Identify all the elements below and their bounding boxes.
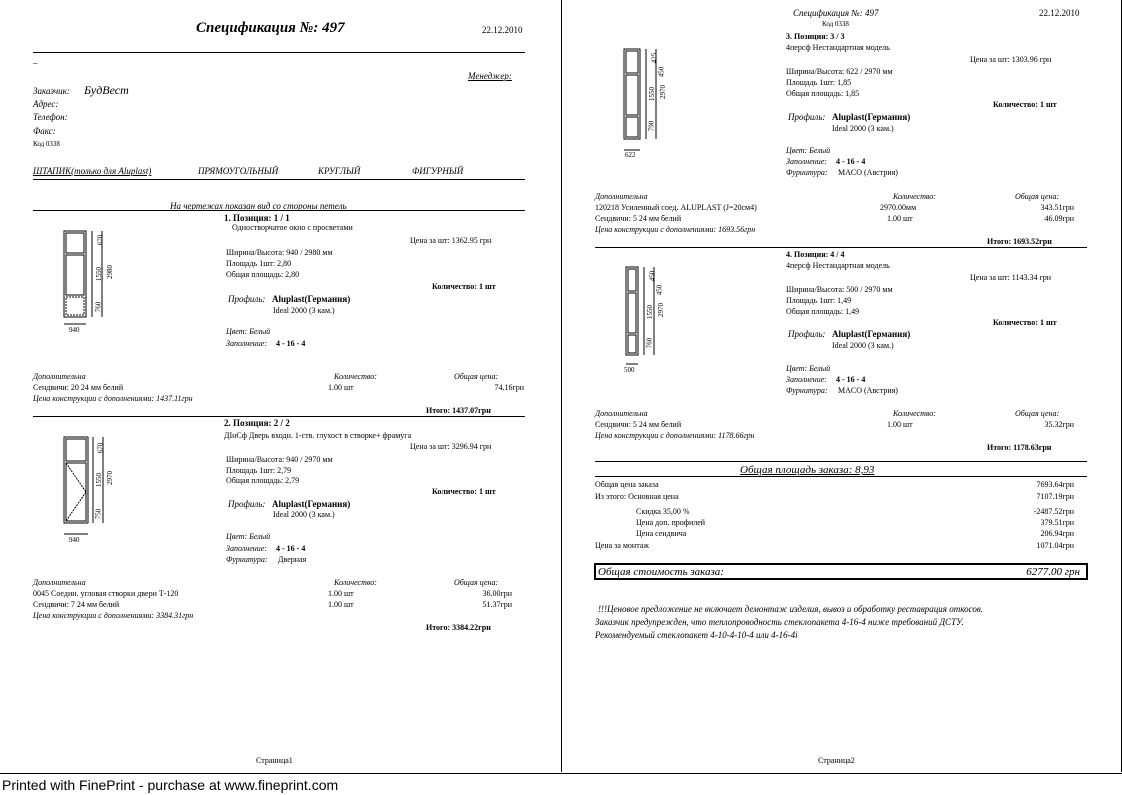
door-drawing — [60, 434, 120, 544]
furniture-label: Фурнитура: — [786, 386, 828, 395]
extra-name: Сендвичи: 7 24 мм белий — [33, 600, 120, 609]
area-total: Общая площадь: 2,79 — [226, 476, 300, 485]
quantity: Количество: 1 шт — [993, 100, 1057, 109]
window-drawing — [618, 264, 678, 376]
divider — [595, 247, 1087, 248]
furniture-label: Фурнитура: — [786, 168, 828, 177]
price-per-unit: Цена за шт: 1143.34 грн — [970, 273, 1052, 282]
profile-label: Профиль: — [228, 499, 266, 509]
quantity: Количество: 1 шт — [993, 318, 1057, 327]
extras-qty-header: Количество: — [893, 192, 936, 201]
position-header: 2. Позиция: 2 / 2 — [224, 418, 290, 428]
extras-qty-header: Количество: — [893, 409, 936, 418]
fill-label: Заполнение: — [226, 544, 267, 553]
page-number: Страница1 — [256, 756, 293, 765]
spec-date: 22.12.2010 — [1039, 8, 1080, 18]
divider — [595, 461, 1087, 462]
furniture-value: Дверная — [278, 555, 307, 564]
extra-price: 46.09грн — [1044, 214, 1074, 223]
dim-label: 940 — [69, 326, 80, 334]
summary-value: -2487.52грн — [1033, 507, 1074, 516]
summary-label: Цена сендвича — [636, 529, 687, 538]
furniture-value: MACO (Австрия) — [838, 386, 898, 395]
area-total: Общая площадь: 1,49 — [786, 307, 860, 316]
summary-value: 379.51грн — [1040, 518, 1074, 527]
dash: – — [33, 58, 38, 68]
construction-cost: Цена конструкции с дополнениями: 1437.11грн — [33, 394, 193, 403]
drawing-note: На чертежах показан вид со стороны петель — [170, 201, 347, 211]
quantity: Количество: 1 шт — [432, 282, 496, 291]
code: Код 0338 — [822, 20, 849, 28]
extras-total-header: Общая цена: — [454, 578, 499, 587]
extras-total-header: Общая цена: — [454, 372, 499, 381]
grand-total-label: Общая стоимость заказа: — [598, 566, 724, 578]
area-one: Площадь 1шт: 1,85 — [786, 78, 852, 87]
furniture-label: Фурнитура: — [226, 555, 268, 564]
area-one: Площадь 1шт: 2,79 — [226, 466, 292, 475]
size: Ширина/Высота: 940 / 2980 мм — [226, 248, 333, 257]
spec-title: Спецификация №: 497 — [196, 20, 345, 36]
summary-label: Цена за монтаж — [595, 541, 649, 550]
extra-name: Сендвичи: 5 24 мм белий — [595, 420, 682, 429]
summary-value: 7107.19грн — [1036, 492, 1074, 501]
fill-label: Заполнение: — [786, 157, 827, 166]
extra-price: 343.51грн — [1040, 203, 1074, 212]
dim-label: 940 — [69, 536, 80, 544]
price-per-unit: Цена за шт: 1362.95 грн — [410, 236, 492, 245]
price-per-unit: Цена за шт: 1303.96 грн — [970, 55, 1052, 64]
color: Цвет: Белый — [786, 364, 831, 373]
extra-name: Сендвичи: 20 24 мм белий — [33, 383, 124, 392]
option-figured: ФИГУРНЫЙ — [412, 166, 464, 176]
extra-qty: 1.00 шт — [887, 420, 913, 429]
grand-total-box — [594, 563, 1088, 580]
quantity: Количество: 1 шт — [432, 487, 496, 496]
summary-value: 7693.64грн — [1036, 480, 1074, 489]
fax-label: Факс: — [33, 126, 56, 136]
option-rect: ПРЯМОУГОЛЬНЫЙ — [198, 166, 279, 176]
position-header: 3. Позиция: 3 / 3 — [786, 32, 845, 41]
position-total: Итого: 1437.07грн — [426, 406, 491, 415]
summary-label: Из этого: Основная цена — [595, 492, 679, 501]
color: Цвет: Белый — [786, 146, 831, 155]
note: Заказчик предупрежден, что теплопроводность стеклопакета 4-16-4 ниже требований ДСТУ. — [595, 617, 964, 627]
extra-qty: 1.00 шт — [328, 589, 354, 598]
dim-label: 2970 — [106, 471, 114, 485]
fill-value: 4 - 16 - 4 — [276, 339, 306, 348]
color: Цвет: Белый — [226, 532, 271, 541]
dim-label: 2970 — [657, 303, 665, 317]
dim-label: 670 — [96, 442, 105, 454]
customer-value: БудВест — [84, 83, 129, 97]
dim-label: 1550 — [646, 305, 654, 319]
print-footer — [0, 773, 1122, 795]
extras-header: Дополнительна — [595, 409, 648, 418]
extra-price: 74.16грн — [494, 383, 524, 392]
dim-label: 450 — [655, 284, 664, 296]
fill-value: 4 - 16 - 4 — [836, 375, 866, 384]
profile-value: Aluplast(Германия) — [272, 499, 351, 509]
spec-date: 22.12.2010 — [482, 25, 523, 35]
area-total: Общая площадь: 1,85 — [786, 89, 860, 98]
summary-value: 1071.04грн — [1036, 541, 1074, 550]
note: Рекомендуемый стеклопакет 4-10-4-10-4 или 4-16-4i — [595, 630, 798, 640]
position-desc: 4персф Нестандартная модель — [786, 261, 890, 270]
profile-sub: Ideal 2000 (3 кам.) — [832, 341, 894, 350]
divider — [33, 210, 525, 211]
divider — [33, 52, 525, 53]
address-label: Адрес: — [33, 99, 59, 109]
construction-cost: Цена конструкции с дополнениями: 1693.56грн — [595, 225, 756, 234]
extra-qty: 1.00 шт — [328, 383, 354, 392]
extra-price: 36.00грн — [482, 589, 512, 598]
dim-label: 760 — [94, 301, 103, 313]
furniture-value: MACO (Австрия) — [838, 168, 898, 177]
page-2 — [562, 0, 1122, 772]
dim-label: 750 — [94, 508, 103, 520]
position-total: Итого: 1178.63грн — [987, 443, 1052, 452]
dim-label: 1550 — [648, 87, 656, 101]
window-drawing — [618, 46, 678, 158]
divider — [33, 416, 525, 417]
manager-label: Менеджер: — [468, 71, 512, 81]
grand-total-value: 6277.00 грн — [1026, 566, 1080, 578]
position-total: Итого: 3384.22грн — [426, 623, 491, 632]
dim-label: 1550 — [95, 267, 103, 281]
extra-name: 0045 Соедин. угловая створки двери Т-120 — [33, 589, 179, 598]
dim-label: 1550 — [95, 473, 103, 487]
code: Код 0338 — [33, 140, 60, 148]
area-total: Общая площадь: 2,80 — [226, 270, 300, 279]
size: Ширина/Высота: 622 / 2970 мм — [786, 67, 893, 76]
note: !!!Ценовое предложение не включает демонтаж изделия, вывоз и обработку реставрация откосов. — [598, 604, 984, 614]
extras-total-header: Общая цена: — [1015, 192, 1060, 201]
dim-label: 760 — [645, 337, 654, 349]
profile-sub: Ideal 2000 (3 кам.) — [273, 510, 335, 519]
option-shtapik: ШТАПИК(только для Aluplast) — [33, 166, 152, 176]
profile-value: Aluplast(Германия) — [272, 294, 351, 304]
area-one: Площадь 1шт: 2,80 — [226, 259, 292, 268]
extra-price: 35.32грн — [1044, 420, 1074, 429]
profile-value: Aluplast(Германия) — [832, 112, 911, 122]
fill-value: 4 - 16 - 4 — [836, 157, 866, 166]
extra-name: Сендвичи: 5 24 мм белий — [595, 214, 682, 223]
extra-qty: 1.00 шт — [328, 600, 354, 609]
fill-value: 4 - 16 - 4 — [276, 544, 306, 553]
page-1 — [0, 0, 562, 772]
profile-sub: Ideal 2000 (3 кам.) — [832, 124, 894, 133]
dim-label: 622 — [625, 151, 636, 159]
print-footer-text: Printed with FinePrint - purchase at www.fineprint.com — [2, 777, 339, 793]
spec-title: Спецификация №: 497 — [793, 8, 879, 18]
summary-label: Общая цена заказа — [595, 480, 659, 489]
profile-label: Профиль: — [788, 329, 826, 339]
profile-sub: Ideal 2000 (3 кам.) — [273, 306, 335, 315]
option-round: КРУГЛЫЙ — [318, 166, 361, 176]
divider — [33, 179, 525, 180]
color: Цвет: Белый — [226, 327, 271, 336]
position-header: 4. Позиция: 4 / 4 — [786, 250, 845, 259]
size: Ширина/Высота: 500 / 2970 мм — [786, 285, 893, 294]
extra-price: 51.37грн — [482, 600, 512, 609]
customer-label: Заказчик: — [33, 86, 70, 96]
area-summary: Общая площадь заказа: 8,93 — [740, 464, 875, 476]
profile-label: Профиль: — [788, 112, 826, 122]
dim-label: 790 — [647, 120, 656, 132]
dim-label: 2980 — [106, 265, 114, 279]
profile-value: Aluplast(Германия) — [832, 329, 911, 339]
position-desc: 4персф Нестандартная модель — [786, 43, 890, 52]
position-total: Итого: 1693.52грн — [987, 237, 1052, 246]
area-one: Площадь 1шт: 1,49 — [786, 296, 852, 305]
price-per-unit: Цена за шт: 3296.94 грн — [410, 442, 492, 451]
dim-label: 670 — [96, 234, 105, 246]
dim-label: 2970 — [659, 85, 667, 99]
summary-label: Скидка 35,00 % — [636, 507, 690, 516]
construction-cost: Цена конструкции с дополнениями: 3384.31грн — [33, 611, 194, 620]
page-number: Страница2 — [818, 756, 855, 765]
extras-qty-header: Количество: — [334, 578, 377, 587]
extra-name: 120218 Усиленный соед. ALUPLAST (J=20см4) — [595, 203, 757, 212]
divider — [595, 476, 1087, 477]
size: Ширина/Высота: 940 / 2970 мм — [226, 455, 333, 464]
dim-label: 450 — [648, 270, 657, 282]
profile-label: Профиль: — [228, 294, 266, 304]
extras-header: Дополнительна — [33, 372, 86, 381]
extras-header: Дополнительна — [595, 192, 648, 201]
extras-qty-header: Количество: — [334, 372, 377, 381]
summary-value: 206.94грн — [1040, 529, 1074, 538]
position-header: 1. Позиция: 1 / 1 — [224, 213, 290, 223]
construction-cost: Цена конструкции с дополнениями: 1178.66грн — [595, 431, 755, 440]
extras-header: Дополнительна — [33, 578, 86, 587]
summary-label: Цена доп. профилей — [636, 518, 706, 527]
dim-label: 500 — [624, 366, 635, 374]
fill-label: Заполнение: — [226, 339, 267, 348]
extras-total-header: Общая цена: — [1015, 409, 1060, 418]
position-desc: ДІнСф Дверь входн. 1-ств. глухост в створке+ фрамуга — [224, 431, 412, 440]
position-desc: Одностворчатое окно с просветами — [232, 223, 353, 232]
window-drawing — [60, 228, 120, 338]
dim-label: 450 — [657, 66, 666, 78]
phone-label: Телефон: — [33, 112, 68, 122]
dim-label: 425 — [650, 52, 659, 64]
extra-qty: 2970.00мм — [880, 203, 917, 212]
fill-label: Заполнение: — [786, 375, 827, 384]
extra-qty: 1.00 шт — [887, 214, 913, 223]
